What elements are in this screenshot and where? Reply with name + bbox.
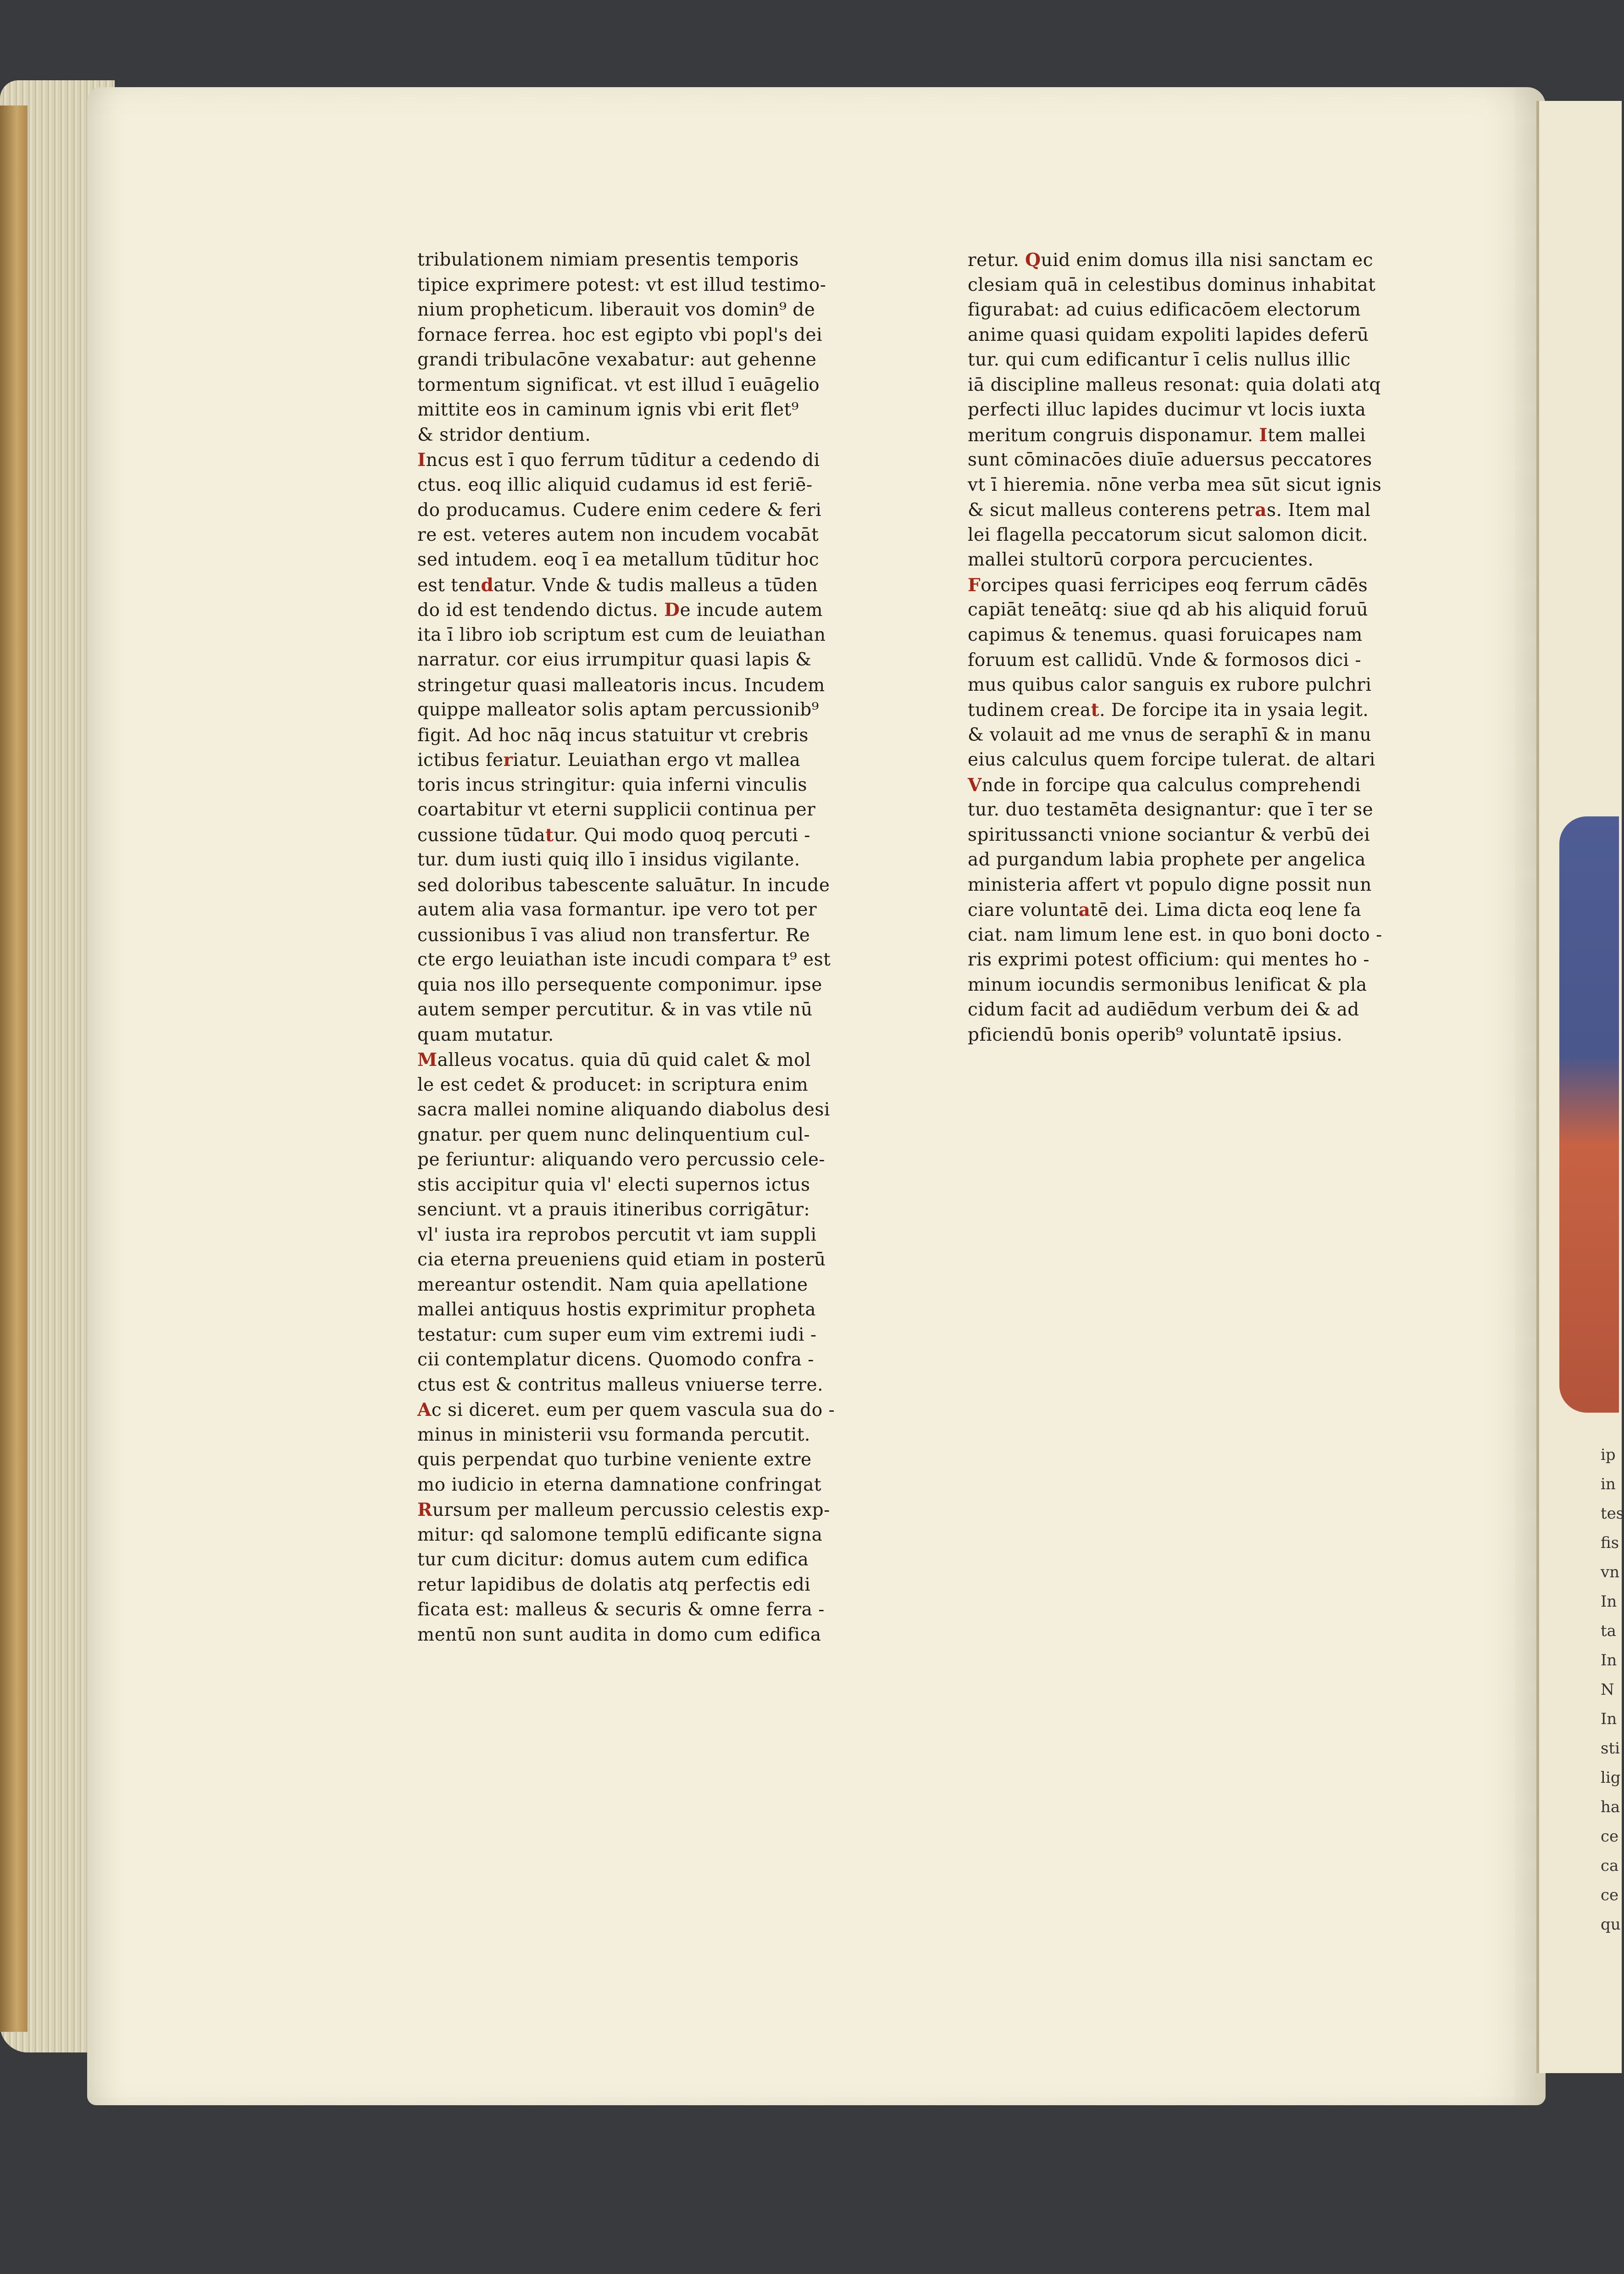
text-line: ris exprimi potest officium: qui mentes ho - [968, 949, 1370, 970]
facing-page-text-fragment [1601, 1440, 1624, 1934]
rubricated-initial [779, 925, 786, 946]
fragment-line: ca [1601, 1857, 1619, 1875]
rubricated-initial: a [1255, 499, 1267, 521]
text-line: eius calculus quem forcipe tulerat. de altari [968, 749, 1375, 770]
text-line: minus in ministerii vsu formanda percutit. [417, 1424, 810, 1445]
text-line: do producamus. Cudere enim cedere & feri [417, 500, 822, 521]
fragment-line: ta [1601, 1622, 1616, 1640]
text-line: gnatur. per quem nunc delinquentium cul- [417, 1124, 810, 1145]
rubricated-initial [1035, 649, 1042, 671]
text-line: retur. Quid enim domus illa nisi sanctam ec [968, 250, 1374, 271]
rubricated-initial: M [417, 1049, 438, 1070]
text-line: ctus. eoq illic aliquid cudamus id est feriē- [417, 474, 813, 495]
text-line: coartabitur vt eterni supplicii continua per [417, 799, 816, 820]
fragment-line: vn [1601, 1563, 1620, 1581]
text-line: figurabat: ad cuius edificacōem electorum [968, 300, 1361, 320]
text-line: autem alia vasa formantur. ipe vero tot per [417, 899, 817, 920]
rubricated-initial: F [968, 574, 981, 596]
text-line: mo iudicio in eterna damnatione confringat [417, 1474, 822, 1495]
text-line: quam mutatur. [417, 1024, 554, 1045]
rubricated-initial [461, 725, 467, 746]
text-line: mittite eos in caminum ignis vbi erit flet⁹ [417, 399, 799, 420]
text-line: sed intudem. eoq ī ea metallum tūditur hoc [417, 549, 820, 570]
rubricated-initial [761, 875, 768, 896]
fragment-line: ip [1601, 1446, 1616, 1464]
text-line: minum iocundis sermonibus lenificat & pla [968, 974, 1367, 995]
text-line: cia eterna preueniens quid etiam in posterū [417, 1249, 826, 1270]
text-line: lei flagella peccatorum sicut salomon dicit. [968, 524, 1369, 545]
text-line: est tendatur. Vnde & tudis malleus a tūden [417, 574, 818, 596]
text-line: foruum est callidū. Vnde & formosos dici - [968, 650, 1362, 671]
fragment-line: ce [1601, 1886, 1619, 1904]
text-line: quia nos illo persequente componimur. ipse [417, 974, 822, 995]
fragment-line: tes [1601, 1504, 1624, 1523]
text-line: tipice exprimere potest: vt est illud testimo- [417, 274, 826, 295]
text-line: re est. veteres autem non incudem vocabāt [417, 524, 819, 545]
fragment-line: sti [1601, 1739, 1620, 1758]
text-line: capiāt teneātq: siue qd ab his aliquid foruū [968, 599, 1369, 620]
text-line: ictibus feriatur. Leuiathan ergo vt mallea [417, 749, 801, 771]
text-line: mentū non sunt audita in domo cum edifica [417, 1624, 821, 1645]
fragment-line: N [1601, 1681, 1614, 1699]
text-line: clesiam quā in celestibus dominus inhabitat [968, 274, 1376, 295]
text-line: tur. dum iusti quiq illo ī insidus vigilante. [417, 849, 800, 870]
text-line: cii contemplatur dicens. Quomodo confra - [417, 1349, 814, 1370]
text-line: toris incus stringitur: quia inferni vinculis [417, 774, 807, 795]
text-line: tur. duo testamēta designantur: que ī ter se [968, 799, 1374, 820]
text-line: pficiendū bonis operib⁹ voluntatē ipsius. [968, 1024, 1343, 1045]
fragment-line: fis [1601, 1534, 1619, 1552]
text-line: Rursum per malleum percussio celestis exp- [417, 1499, 830, 1520]
text-line: mitur: qd salomone templū edificante signa [417, 1524, 823, 1545]
text-line: & stridor dentium. [417, 424, 591, 445]
text-line: ciare voluntatē dei. Lima dicta eoq lene fa [968, 899, 1362, 921]
rubricated-initial: d [481, 574, 494, 596]
text-line: figit. Ad hoc nāq incus statuitur vt crebris [417, 725, 809, 746]
text-line: meritum congruis disponamur. Item mallei [968, 424, 1366, 446]
text-line: pe feriuntur: aliquando vero percussio cele- [417, 1149, 826, 1170]
rubricated-initial: Q [1025, 250, 1041, 271]
text-line: cussione tūdatur. Qui modo quoq percuti - [417, 824, 810, 846]
text-line: vt ī hieremia. nōne verba mea sūt sicut ignis [968, 474, 1382, 495]
text-line: Vnde in forcipe qua calculus comprehendi [968, 774, 1361, 796]
text-line: sunt cōminacōes diuīe aduersus peccatores [968, 449, 1372, 470]
text-line: autem semper percutitur. & in vas vtile nū [417, 999, 813, 1020]
fragment-line: ha [1601, 1798, 1620, 1816]
text-line: ciat. nam limum lene est. in quo boni docto - [968, 924, 1382, 945]
fragment-line: In [1601, 1651, 1617, 1669]
text-line: & sicut malleus conterens petras. Item mal [968, 499, 1371, 521]
text-line: & volauit ad me vnus de seraphī & in manu [968, 724, 1372, 745]
text-line: fornace ferrea. hoc est egipto vbi popl's dei [417, 324, 823, 345]
fragment-line: ce [1601, 1827, 1619, 1846]
text-line: Malleus vocatus. quia dū quid calet & mol [417, 1049, 811, 1070]
text-line: ad purgandum labia prophete per angelica [968, 849, 1366, 870]
rubricated-initial [738, 675, 744, 696]
text-line: sacra mallei nomine aliquando diabolus desi [417, 1099, 830, 1120]
rubricated-initial: t [1091, 699, 1100, 721]
text-line: le est cedet & producet: in scriptura enim [417, 1074, 809, 1095]
book-binding [0, 105, 28, 2032]
text-line: tribulationem nimiam presentis temporis [417, 250, 799, 270]
text-line: sed doloribus tabescente saluātur. In incude [417, 875, 830, 896]
text-line: Ac si diceret. eum per quem vascula sua do - [417, 1399, 835, 1420]
text-line: ctus est & contritus malleus vniuerse terre. [417, 1374, 824, 1395]
illuminated-initial [1559, 816, 1619, 1413]
text-line: do id est tendendo dictus. De incude autem [417, 599, 823, 621]
fragment-line: qu [1601, 1915, 1621, 1934]
text-column-left [417, 248, 867, 1647]
text-line: spiritussancti vnione sociantur & verbū dei [968, 824, 1370, 845]
text-line: iā discipline malleus resonat: quia dolati atq [968, 374, 1381, 395]
text-line: cidum facit ad audiēdum verbum dei & ad [968, 999, 1359, 1020]
text-line: tormentum significat. vt est illud ī euāgelio [417, 374, 820, 395]
text-line: narratur. cor eius irrumpitur quasi lapis & [417, 649, 812, 670]
text-line: mus quibus calor sanguis ex rubore pulchri [968, 674, 1372, 695]
text-line: cussionibus ī vas aliud non transfertur. Re [417, 925, 810, 946]
rubricated-initial: V [968, 774, 982, 796]
fragment-line: In [1601, 1592, 1617, 1611]
rubricated-initial: I [417, 449, 426, 471]
text-line: stringetur quasi malleatoris incus. Incudem [417, 675, 825, 696]
text-line: stis accipitur quia vl' electi supernos ictus [417, 1174, 810, 1195]
text-line: vl' iusta ira reprobos percutit vt iam suppli [417, 1224, 817, 1245]
text-line: Incus est ī quo ferrum tūditur a cedendo di [417, 449, 820, 471]
text-line: senciunt. vt a prauis itineribus corrigātur: [417, 1199, 810, 1220]
text-line: perfecti illuc lapides ducimur vt locis iuxta [968, 399, 1366, 420]
text-line: ministeria affert vt populo digne possit nun [968, 874, 1372, 895]
text-line: capimus & tenemus. quasi foruicapes nam [968, 624, 1363, 645]
text-line: Forcipes quasi ferricipes eoq ferrum cādēs [968, 574, 1368, 596]
rubricated-initial: a [1078, 899, 1091, 921]
text-line: quippe malleator solis aptam percussionib⁹ [417, 699, 819, 720]
text-line: nium propheticum. liberauit vos domin⁹ de [417, 300, 815, 320]
text-line: ita ī libro iob scriptum est cum de leuiathan [417, 624, 826, 645]
text-line: quis perpendat quo turbine veniente extre [417, 1449, 812, 1470]
rubricated-initial: A [417, 1399, 432, 1420]
text-line: retur lapidibus de dolatis atq perfectis edi [417, 1574, 811, 1595]
rubricated-initial: R [417, 1499, 432, 1520]
text-line: tur cum dicitur: domus autem cum edifica [417, 1549, 809, 1570]
rubricated-initial: D [664, 599, 680, 621]
text-line: cte ergo leuiathan iste incudi compara t⁹ est [417, 949, 831, 970]
rubricated-initial: r [503, 749, 513, 771]
text-line: mallei antiquus hostis exprimitur propheta [417, 1299, 816, 1320]
text-line: tudinem creat. De forcipe ita in ysaia legit. [968, 699, 1369, 721]
rubricated-initial [566, 499, 573, 521]
fragment-line: lig [1601, 1769, 1621, 1787]
text-line: ficata est: malleus & securis & omne ferra - [417, 1599, 825, 1620]
rubricated-initial: t [545, 824, 554, 846]
text-line: mereantur ostendit. Nam quia apellatione [417, 1274, 808, 1295]
text-column-right [968, 248, 1426, 1048]
text-line: anime quasi quidam expoliti lapides deferū [968, 324, 1369, 345]
fragment-line: in [1601, 1475, 1616, 1493]
text-line: mallei stultorū corpora percucientes. [968, 549, 1314, 570]
rubricated-initial: I [1259, 424, 1268, 446]
fragment-line: In [1601, 1710, 1617, 1728]
text-line: grandi tribulacōne vexabatur: aut gehenne [417, 349, 817, 370]
text-line: tur. qui cum edificantur ī celis nullus illic [968, 349, 1351, 370]
text-line: testatur: cum super eum vim extremi iudi - [417, 1324, 817, 1345]
